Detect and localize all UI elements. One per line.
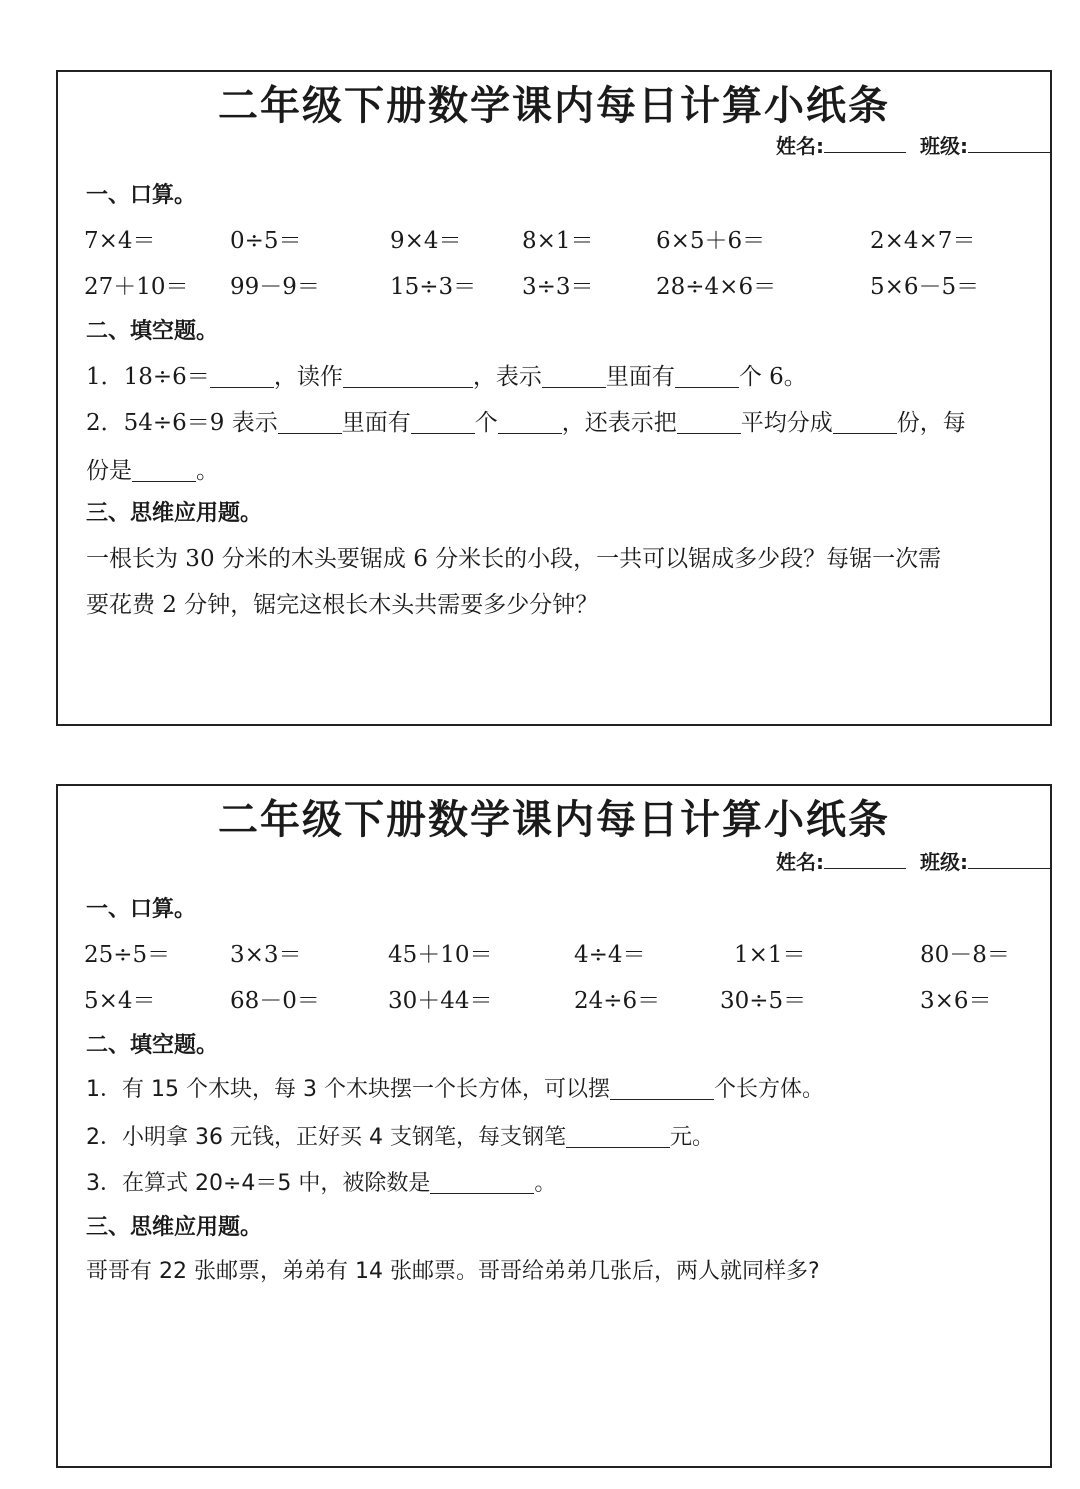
calc-problem: 7×4＝ [84, 228, 156, 254]
calc-problem: 8×1＝ [522, 228, 594, 254]
question-text: 。 [534, 1171, 557, 1196]
section-word-problem-heading: 三、思维应用题。 [86, 501, 263, 526]
answer-blank[interactable] [430, 1171, 534, 1194]
worksheet-title: 二年级下册数学课内每日计算小纸条 [218, 83, 890, 129]
calc-problem: 3×3＝ [230, 942, 302, 968]
word-problem-line: 一根长为 30 分米的木头要锯成 6 分米长的小段，一共可以锯成多少段？每锯一次需 [86, 546, 942, 572]
calc-row [58, 982, 1050, 1012]
answer-blank[interactable] [498, 411, 562, 434]
calc-problem: 5×4＝ [84, 988, 156, 1014]
question-text: 。 [196, 458, 219, 484]
question-text: 个长方体。 [713, 1077, 824, 1102]
question-text: 1．有 15 个木块，每 3 个木块摆一个长方体，可以摆 [86, 1077, 610, 1102]
answer-blank[interactable] [278, 411, 342, 434]
calc-problem: 3×6＝ [920, 988, 992, 1014]
student-info [776, 846, 1050, 875]
section-oral-calc-heading: 一、口算。 [86, 183, 197, 208]
answer-blank[interactable] [610, 1077, 714, 1100]
calc-problem: 3÷3＝ [522, 274, 594, 300]
question-text: ，还表示把 [561, 410, 677, 436]
question-text: 份是 [86, 458, 132, 484]
word-problem-line: 要花费 2 分钟，锯完这根长木头共需要多少分钟？ [86, 592, 599, 618]
answer-blank[interactable] [343, 365, 473, 388]
fill-question-2-continued [86, 452, 1042, 485]
calc-row [58, 936, 1050, 966]
name-label: 姓名: [776, 850, 824, 874]
question-text: 份，每 [896, 410, 966, 436]
answer-blank[interactable] [566, 1125, 670, 1148]
calc-row [58, 222, 1050, 252]
worksheet-2 [56, 784, 1052, 1468]
calc-problem: 15÷3＝ [390, 274, 477, 300]
calc-problem: 4÷4＝ [574, 942, 646, 968]
calc-problem: 68－0＝ [230, 988, 320, 1014]
question-text: ，表示 [472, 364, 542, 390]
calc-problem: 6×5＋6＝ [656, 228, 766, 254]
calc-problem: 0÷5＝ [230, 228, 302, 254]
question-text: 个 6。 [738, 364, 807, 390]
answer-blank[interactable] [132, 459, 196, 482]
calc-row [58, 268, 1050, 298]
calc-problem: 45＋10＝ [388, 942, 493, 968]
answer-blank[interactable] [210, 365, 274, 388]
calc-problem: 28÷4×6＝ [656, 274, 777, 300]
question-text: 3．在算式 20÷4＝5 中，被除数是 [86, 1171, 431, 1196]
answer-blank[interactable] [675, 365, 739, 388]
word-problem-line: 哥哥有 22 张邮票，弟弟有 14 张邮票。哥哥给弟弟几张后，两人就同样多? [86, 1259, 820, 1284]
worksheet-title: 二年级下册数学课内每日计算小纸条 [218, 797, 890, 843]
answer-blank[interactable] [833, 411, 897, 434]
fill-question-3 [86, 1166, 1042, 1197]
worksheet-1 [56, 70, 1052, 726]
question-text: 1．18÷6＝ [86, 364, 210, 390]
calc-problem: 25÷5＝ [84, 942, 171, 968]
question-text: 里面有 [341, 410, 411, 436]
question-text: 元。 [669, 1125, 714, 1150]
section-word-problem-heading: 三、思维应用题。 [86, 1215, 263, 1240]
calc-problem: 9×4＝ [390, 228, 462, 254]
calc-problem: 24÷6＝ [574, 988, 661, 1014]
question-text: 2．小明拿 36 元钱，正好买 4 支钢笔，每支钢笔 [86, 1125, 566, 1150]
class-blank[interactable] [968, 134, 1050, 153]
name-label: 姓名: [776, 134, 824, 158]
answer-area[interactable] [86, 1306, 1022, 1456]
calc-problem: 1×1＝ [734, 942, 806, 968]
answer-blank[interactable] [542, 365, 606, 388]
answer-blank[interactable] [411, 411, 475, 434]
calc-problem: 80－8＝ [920, 942, 1010, 968]
answer-area[interactable] [86, 632, 1022, 714]
section-fill-blank-heading: 二、填空题。 [86, 1033, 219, 1058]
calc-problem: 2×4×7＝ [870, 228, 976, 254]
student-info [776, 130, 1050, 159]
question-text: 平均分成 [740, 410, 833, 436]
class-blank[interactable] [968, 850, 1050, 869]
calc-problem: 5×6－5＝ [870, 274, 980, 300]
section-fill-blank-heading: 二、填空题。 [86, 319, 219, 344]
fill-question-1 [86, 1072, 1042, 1103]
fill-question-1 [86, 358, 1042, 391]
question-text: ，读作 [273, 364, 343, 390]
calc-problem: 30÷5＝ [720, 988, 807, 1014]
fill-question-2 [86, 1120, 1042, 1151]
class-label: 班级: [920, 850, 968, 874]
question-text: 里面有 [605, 364, 675, 390]
question-text: 2．54÷6＝9 表示 [86, 410, 278, 436]
question-text: 个 [474, 410, 498, 436]
calc-problem: 99－9＝ [230, 274, 320, 300]
fill-question-2 [86, 404, 1042, 437]
name-blank[interactable] [824, 134, 906, 153]
name-blank[interactable] [824, 850, 906, 869]
calc-problem: 30＋44＝ [388, 988, 493, 1014]
class-label: 班级: [920, 134, 968, 158]
section-oral-calc-heading: 一、口算。 [86, 897, 197, 922]
calc-problem: 27＋10＝ [84, 274, 189, 300]
answer-blank[interactable] [677, 411, 741, 434]
